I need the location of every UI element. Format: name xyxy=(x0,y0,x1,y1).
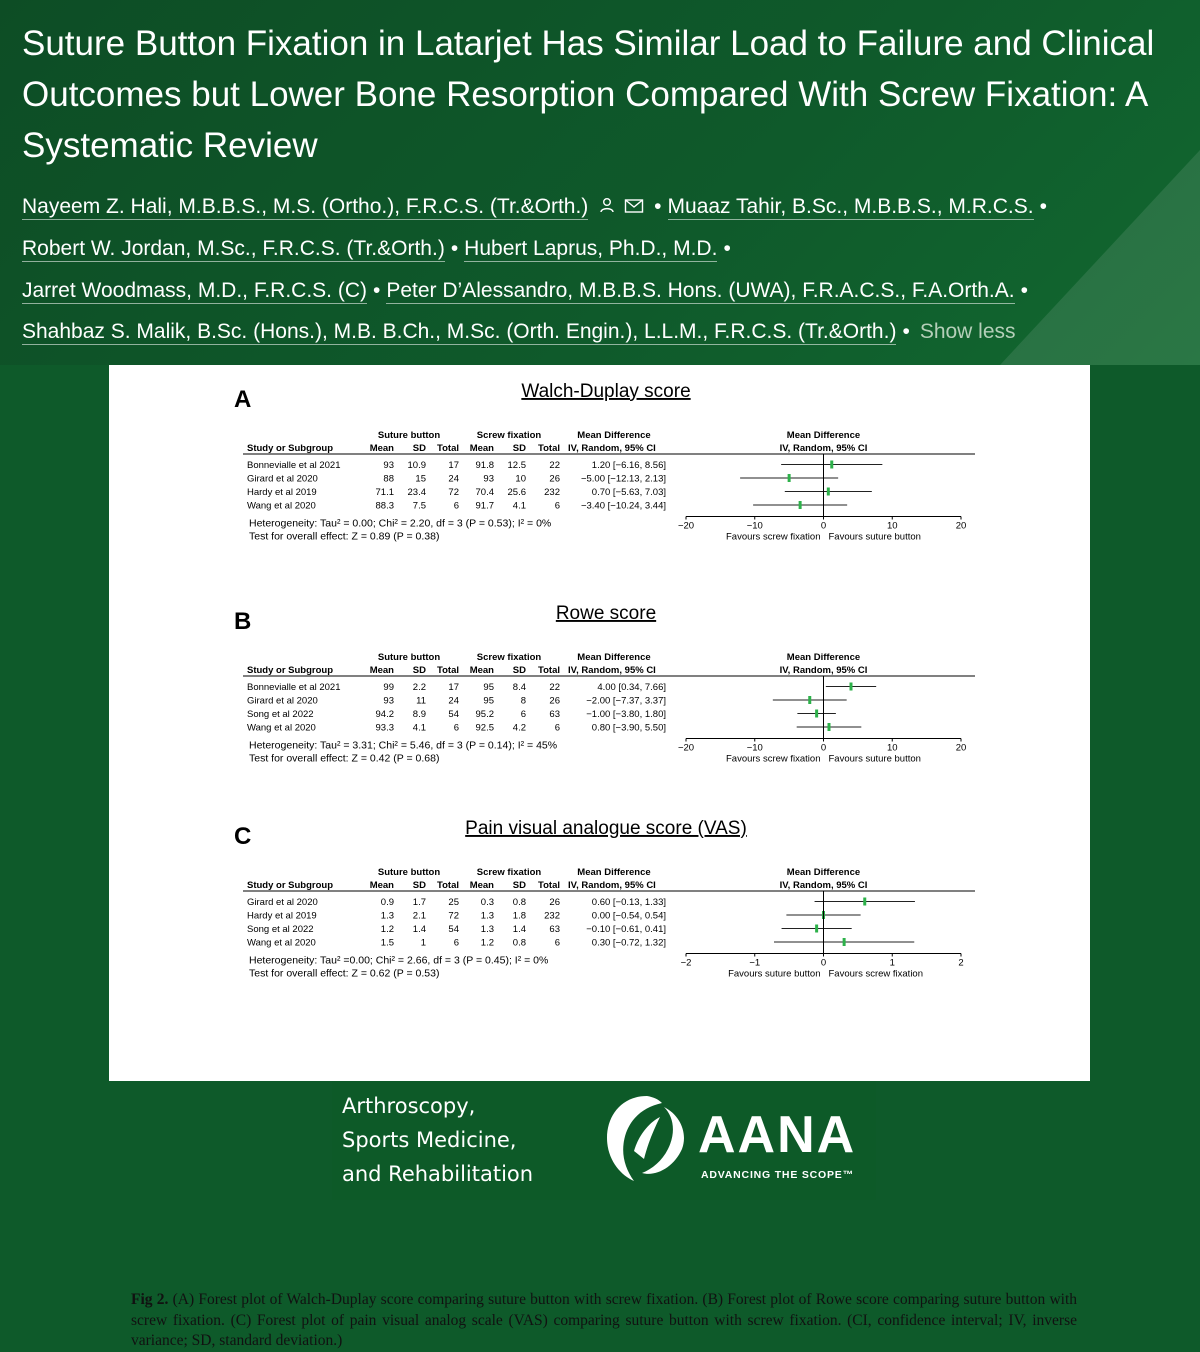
tick-label: −1 xyxy=(749,957,761,969)
column-header: IV, Random, 95% CI xyxy=(568,880,656,891)
figure-caption xyxy=(131,1290,1077,1352)
column-header: SD xyxy=(512,665,526,676)
ci-text: −5.00 [−12.13, 2.13] xyxy=(580,473,666,485)
mail-icon[interactable] xyxy=(624,187,644,229)
tick-label: −10 xyxy=(746,520,763,532)
cell-total: 54 xyxy=(448,924,459,935)
cell-mean: 95 xyxy=(483,682,494,693)
author-link[interactable]: Muaaz Tahir, B.Sc., M.B.B.S., M.R.C.S. xyxy=(667,195,1034,218)
cell-sd: 8.4 xyxy=(512,682,526,693)
plot-header: IV, Random, 95% CI xyxy=(779,665,868,676)
journal-line: and Rehabilitation xyxy=(342,1162,534,1186)
column-header: IV, Random, 95% CI xyxy=(568,665,656,676)
overall-effect-text: Test for overall effect: Z = 0.62 (P = 0.53) xyxy=(249,967,440,980)
heterogeneity-text: Heterogeneity: Tau² = 3.31; Chi² = 5.46, df = 3 (P = 0.14); I² = 45% xyxy=(249,739,558,752)
column-header: Mean xyxy=(469,443,494,454)
group-header: Suture button xyxy=(377,867,441,878)
separator-dot: • xyxy=(373,278,381,302)
study-name: Hardy et al 2019 xyxy=(247,487,317,498)
tick-label: 0 xyxy=(820,957,827,969)
effect-marker xyxy=(828,723,831,731)
effect-marker xyxy=(799,501,802,509)
column-header: IV, Random, 95% CI xyxy=(568,443,656,454)
plot-header: Mean Difference xyxy=(786,430,861,441)
cell-sd: 25.6 xyxy=(507,487,526,498)
tick-label: 2 xyxy=(958,957,964,969)
cell-sd: 2.1 xyxy=(412,910,426,922)
cell-total: 17 xyxy=(448,460,459,471)
panel-letter: B xyxy=(234,608,252,635)
effect-header: Mean Difference xyxy=(577,867,651,878)
cell-total: 24 xyxy=(448,695,459,707)
effect-header: Mean Difference xyxy=(577,430,651,441)
ci-text: 0.30 [−0.72, 1.32] xyxy=(591,937,666,949)
study-name: Girard et al 2020 xyxy=(247,473,318,485)
cell-total: 22 xyxy=(549,460,560,471)
study-name: Wang et al 2020 xyxy=(247,722,316,734)
effect-marker xyxy=(827,488,830,496)
column-header: Total xyxy=(437,880,459,891)
cell-total: 26 xyxy=(549,695,560,707)
cell-mean: 88.3 xyxy=(375,500,394,512)
author-link[interactable]: Robert W. Jordan, M.Sc., F.R.C.S. (Tr.&Orth.) xyxy=(22,237,445,261)
effect-marker xyxy=(815,925,818,933)
study-name: Song et al 2022 xyxy=(247,709,314,720)
overall-effect-text: Test for overall effect: Z = 0.89 (P = 0.38) xyxy=(249,530,440,543)
heterogeneity-text: Heterogeneity: Tau² = 0.00; Chi² = 2.20, df = 3 (P = 0.53); I² = 0% xyxy=(249,517,552,530)
column-header: Mean xyxy=(369,443,394,454)
cell-mean: 1.3 xyxy=(480,924,494,935)
column-header: Mean xyxy=(469,665,494,676)
cell-mean: 93 xyxy=(383,695,394,707)
tick-label: 20 xyxy=(955,742,967,754)
author-link[interactable]: Peter D’Alessandro, M.B.B.S. Hons. (UWA), F.R.A.C.S., F.A.Orth.A. xyxy=(386,278,1015,302)
study-name: Girard et al 2020 xyxy=(247,695,318,707)
journal-line: Sports Medicine, xyxy=(342,1128,517,1152)
person-icon[interactable] xyxy=(598,187,616,229)
study-name: Wang et al 2020 xyxy=(247,500,316,512)
column-header: SD xyxy=(412,665,426,676)
cell-total: 6 xyxy=(554,937,560,949)
author-list xyxy=(22,186,1182,353)
study-name: Wang et al 2020 xyxy=(247,937,316,949)
cell-total: 232 xyxy=(544,910,560,922)
cell-sd: 10 xyxy=(515,473,526,485)
ci-text: 0.60 [−0.13, 1.33] xyxy=(591,897,666,908)
favours-left: Favours screw fixation xyxy=(725,531,821,543)
cell-sd: 1.7 xyxy=(412,897,426,908)
aana-wordmark: AANA xyxy=(698,1106,857,1164)
cell-mean: 0.3 xyxy=(480,897,494,908)
column-header: Mean xyxy=(369,880,394,891)
tick-label: 10 xyxy=(886,520,898,532)
tick-label: 0 xyxy=(820,520,827,532)
article-header xyxy=(0,0,1200,365)
cell-total: 63 xyxy=(549,709,560,720)
author-link[interactable]: Jarret Woodmass, M.D., F.R.C.S. (C) xyxy=(22,278,367,302)
column-header: Total xyxy=(437,665,459,676)
aana-emblem-icon xyxy=(604,1093,690,1185)
cell-total: 6 xyxy=(554,722,560,734)
cell-sd: 10.9 xyxy=(407,460,426,471)
group-header: Screw fixation xyxy=(476,867,542,878)
author-link[interactable]: Shahbaz S. Malik, B.Sc. (Hons.), M.B. B.Ch., M.Sc. (Orth. Engin.), L.L.M., F.R.C.S. (Tr.&Orth.) xyxy=(22,320,897,344)
favours-left: Favours suture button xyxy=(728,968,821,980)
column-header: SD xyxy=(512,443,526,454)
ci-text: 0.80 [−3.90, 5.50] xyxy=(591,722,666,734)
plot-header: IV, Random, 95% CI xyxy=(779,880,868,891)
heterogeneity-text: Heterogeneity: Tau² =0.00; Chi² = 2.66, df = 3 (P = 0.45); I² = 0% xyxy=(249,954,549,967)
cell-total: 72 xyxy=(448,910,459,922)
cell-sd: 0.8 xyxy=(512,937,526,949)
show-less-link[interactable]: Show less xyxy=(919,320,1016,344)
tick-label: 20 xyxy=(955,520,967,532)
favours-right: Favours suture button xyxy=(828,531,921,543)
cell-mean: 88 xyxy=(383,473,394,485)
cell-mean: 71.1 xyxy=(375,487,394,498)
separator-dot: • xyxy=(450,237,459,261)
cell-mean: 0.9 xyxy=(380,897,394,908)
cell-total: 25 xyxy=(448,897,459,908)
cell-total: 6 xyxy=(453,937,459,949)
plot-header: Mean Difference xyxy=(786,652,861,663)
column-header: Mean xyxy=(369,665,394,676)
ci-text: 0.00 [−0.54, 0.54] xyxy=(591,910,666,922)
overall-effect-text: Test for overall effect: Z = 0.42 (P = 0.68) xyxy=(249,752,440,765)
cell-total: 22 xyxy=(549,682,560,693)
cell-total: 72 xyxy=(448,487,459,498)
column-header: Study or Subgroup xyxy=(247,443,334,454)
cell-sd: 1.8 xyxy=(512,910,526,922)
effect-header: Mean Difference xyxy=(577,652,651,663)
column-header: Study or Subgroup xyxy=(247,665,334,676)
cell-sd: 1.4 xyxy=(412,924,426,935)
cell-mean: 1.2 xyxy=(480,937,494,949)
study-name: Bonnevialle et al 2021 xyxy=(247,682,341,693)
journal-line: Arthroscopy, xyxy=(342,1094,476,1118)
cell-total: 6 xyxy=(554,500,560,512)
cell-total: 26 xyxy=(549,897,560,908)
aana-tagline: ADVANCING THE SCOPE™ xyxy=(701,1169,854,1181)
column-header: Study or Subgroup xyxy=(247,880,334,891)
cell-mean: 1.2 xyxy=(380,924,394,935)
cell-mean: 94.2 xyxy=(375,709,394,720)
study-name: Bonnevialle et al 2021 xyxy=(247,460,341,471)
tick-label: −10 xyxy=(746,742,763,754)
footer-branding xyxy=(332,1081,876,1200)
cell-mean: 70.4 xyxy=(475,487,494,498)
ci-text: 0.70 [−5.63, 7.03] xyxy=(591,487,666,498)
panel-title: Walch-Duplay score xyxy=(521,381,691,402)
cell-mean: 1.5 xyxy=(380,937,394,949)
cell-sd: 23.4 xyxy=(407,487,426,498)
forest-plots xyxy=(109,365,1090,985)
cell-mean: 91.8 xyxy=(475,460,494,471)
cell-total: 6 xyxy=(453,722,459,734)
cell-total: 26 xyxy=(549,473,560,485)
panel-title: Rowe score xyxy=(555,603,657,624)
separator-dot: • xyxy=(1039,195,1047,218)
cell-sd: 15 xyxy=(415,473,426,485)
group-header: Screw fixation xyxy=(476,430,542,441)
caption-label: Fig 2. xyxy=(131,1291,169,1308)
caption-text: (A) Forest plot of Walch-Duplay score comparing suture button with screw fixation. (B) Forest plot of Rowe score comparing suture button with screw fixation. (C) Forest plot of pain visual analog scale (VAS) comparing suture button with screw fixation. (CI, confidence interval; IV, inverse variance; SD, standard deviation.) xyxy=(131,1291,1077,1349)
ci-text: −0.10 [−0.61, 0.41] xyxy=(586,924,666,935)
ci-text: −2.00 [−7.37, 3.37] xyxy=(586,695,666,707)
cell-total: 54 xyxy=(448,709,459,720)
tick-label: −20 xyxy=(677,520,695,532)
cell-sd: 8.9 xyxy=(412,709,426,720)
column-header: SD xyxy=(412,443,426,454)
tick-label: 0 xyxy=(820,742,827,754)
cell-sd: 11 xyxy=(416,695,426,707)
ci-text: 4.00 [0.34, 7.66] xyxy=(597,682,666,693)
cell-sd: 2.2 xyxy=(412,682,426,693)
cell-sd: 7.5 xyxy=(412,500,426,512)
effect-marker xyxy=(808,696,811,704)
group-header: Suture button xyxy=(377,652,441,663)
cell-total: 232 xyxy=(544,487,560,498)
effect-marker xyxy=(815,710,818,718)
cell-mean: 93 xyxy=(383,460,394,471)
study-name: Hardy et al 2019 xyxy=(247,910,317,922)
ci-text: 1.20 [−6.16, 8.56] xyxy=(591,460,666,471)
tick-label: −20 xyxy=(677,742,695,754)
journal-name xyxy=(342,1089,533,1191)
effect-marker xyxy=(788,474,791,482)
favours-right: Favours suture button xyxy=(828,753,921,765)
ci-text: −1.00 [−3.80, 1.80] xyxy=(586,709,666,720)
column-header: Total xyxy=(538,665,560,676)
cell-total: 24 xyxy=(448,473,459,485)
effect-marker xyxy=(830,461,833,469)
cell-mean: 95.2 xyxy=(475,709,494,720)
cell-mean: 1.3 xyxy=(380,910,394,922)
effect-marker xyxy=(863,898,866,906)
study-name: Song et al 2022 xyxy=(247,924,314,935)
separator-dot: • xyxy=(902,320,910,344)
cell-total: 17 xyxy=(448,682,459,693)
panel-letter: C xyxy=(234,823,252,850)
effect-marker xyxy=(843,938,846,946)
favours-left: Favours screw fixation xyxy=(725,753,821,765)
cell-sd: 6 xyxy=(520,709,526,720)
column-header: Total xyxy=(538,880,560,891)
cell-total: 6 xyxy=(453,500,459,512)
cell-mean: 92.5 xyxy=(475,722,494,734)
column-header: Total xyxy=(538,443,560,454)
cell-sd: 8 xyxy=(520,695,526,707)
cell-sd: 4.2 xyxy=(512,722,526,734)
effect-marker xyxy=(850,683,853,691)
article-title: Suture Button Fixation in Latarjet Has Similar Load to Failure and Clinical Outcomes but Lower Bone Resorption Compared With Screw Fixation: A Systematic Review xyxy=(22,24,1155,165)
cell-sd: 1.4 xyxy=(512,924,526,935)
author-link[interactable]: Nayeem Z. Hali, M.B.B.S., M.S. (Ortho.), F.R.C.S. (Tr.&Orth.) xyxy=(22,195,589,218)
tick-label: 1 xyxy=(889,957,895,969)
tick-label: −2 xyxy=(680,957,692,969)
cell-mean: 95 xyxy=(483,695,494,707)
cell-sd: 0.8 xyxy=(512,897,526,908)
study-name: Girard et al 2020 xyxy=(247,897,318,908)
author-link[interactable]: Hubert Laprus, Ph.D., M.D. xyxy=(464,237,718,261)
separator-dot: • xyxy=(1020,278,1028,302)
cell-sd: 4.1 xyxy=(512,500,526,512)
plot-header: Mean Difference xyxy=(786,867,861,878)
ci-text: −3.40 [−10.24, 3.44] xyxy=(580,500,666,512)
plot-header: IV, Random, 95% CI xyxy=(779,443,868,454)
group-header: Suture button xyxy=(377,430,441,441)
column-header: Total xyxy=(437,443,459,454)
cell-total: 63 xyxy=(549,924,560,935)
column-header: SD xyxy=(512,880,526,891)
group-header: Screw fixation xyxy=(476,652,542,663)
cell-mean: 91.7 xyxy=(475,500,494,512)
aana-logo xyxy=(604,1093,866,1189)
column-header: SD xyxy=(412,880,426,891)
separator-dot: • xyxy=(654,195,662,218)
cell-sd: 4.1 xyxy=(412,722,426,734)
cell-sd: 12.5 xyxy=(507,460,526,471)
favours-right: Favours screw fixation xyxy=(828,968,924,980)
cell-mean: 93 xyxy=(483,473,494,485)
cell-mean: 1.3 xyxy=(480,910,494,922)
panel-letter: A xyxy=(234,386,252,413)
panel-title: Pain visual analogue score (VAS) xyxy=(465,818,747,839)
cell-mean: 99 xyxy=(383,682,394,693)
cell-mean: 93.3 xyxy=(375,722,394,734)
tick-label: 10 xyxy=(886,742,898,754)
column-header: Mean xyxy=(469,880,494,891)
cell-sd: 1 xyxy=(420,937,426,949)
separator-dot: • xyxy=(723,237,731,261)
